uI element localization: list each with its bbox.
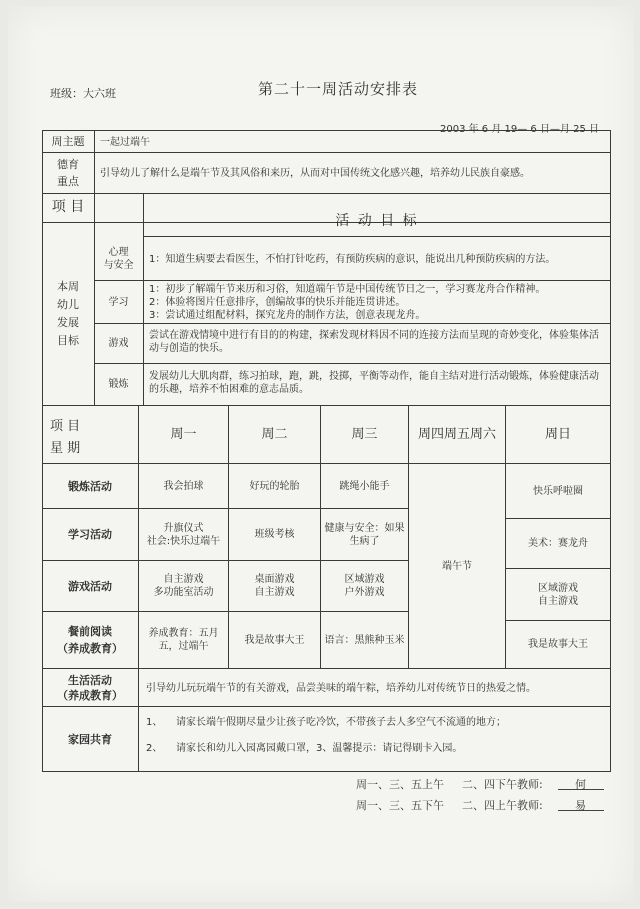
- goals-header: 活 动 目 标: [335, 213, 419, 229]
- cell-reading-wed: 语言：黑熊种玉米: [324, 634, 405, 646]
- schedule-corner-day: 星 期: [50, 441, 81, 456]
- cell-games-mon: 自主游戏 多功能室活动: [153, 574, 214, 598]
- goal-text-exercise: 发展幼儿大肌肉群，练习拍球，跑，跳，投掷，平衡等动作，能自主结对进行活动锻炼，体验健康活动的乐趣，培养不怕困难的意志品质。: [149, 371, 599, 395]
- goal-label-game: 游戏: [108, 338, 129, 349]
- goal-text-safety: 1：知道生病要去看医生，不怕打针吃药，有预防疾病的意识，能说出几种预防疾病的方法。: [149, 254, 556, 265]
- goal-label-safety: 心理 与安全: [103, 246, 134, 271]
- day-monday: 周一: [170, 427, 197, 442]
- cell-exercise-wed: 跳绳小能手: [339, 480, 390, 492]
- cell-games-tue: 桌面游戏 自主游戏: [254, 574, 295, 598]
- teacher-name-2: 易: [575, 799, 586, 812]
- cell-reading-tue: 我是故事大王: [244, 634, 305, 646]
- row-label-study: 学习活动: [68, 528, 112, 541]
- teacher-line-2-left: 周一、三、五下午: [356, 799, 444, 812]
- home-line-1-num: 1、: [146, 717, 163, 728]
- cell-exercise-mon: 我会拍球: [163, 480, 204, 492]
- life-text: 引导幼儿玩玩端午节的有关游戏，品尝美味的端午粽，培养幼儿对传统节日的热爱之情。: [146, 683, 536, 694]
- row-label-games: 游戏活动: [68, 579, 112, 593]
- home-line-1: 请家长端午假期尽量少让孩子吃冷饮，不带孩子去人多空气不流通的地方；: [176, 717, 506, 728]
- cell-games-wed: 区域游戏 户外游戏: [344, 574, 385, 598]
- class-label: 班级：大六班: [50, 87, 116, 100]
- cell-study-wed: 健康与安全：如果 生病了: [324, 522, 405, 547]
- cell-games-sun: 区域游戏 自主游戏: [538, 582, 578, 607]
- teacher-name-1: 何: [575, 778, 586, 791]
- home-line-2-num: 2、: [146, 743, 163, 754]
- cell-reading-sun: 我是故事大王: [528, 639, 588, 650]
- day-sunday: 周日: [544, 427, 571, 442]
- teacher-line-2-right: 二、四上午教师:: [462, 799, 543, 812]
- theme-label: 周主题: [51, 135, 85, 148]
- cell-study-sun: 美术：赛龙舟: [528, 538, 588, 549]
- cell-exercise-sun: 快乐呼啦圈: [533, 485, 583, 497]
- goal-label-study: 学习: [108, 296, 129, 308]
- page-title: 第二十一周活动安排表: [258, 80, 419, 98]
- teacher-line-1-right: 二、四下午教师:: [462, 778, 543, 791]
- teacher-line-1-left: 周一、三、五上午: [356, 778, 444, 791]
- schedule-corner-item: 项 目: [50, 419, 81, 434]
- day-wednesday: 周三: [351, 427, 378, 442]
- week-goals-label: 本周 幼儿 发展 目标: [57, 280, 79, 347]
- row-label-reading: 餐前阅读 （养成教育）: [57, 625, 123, 655]
- theme-value: 一起过端午: [100, 137, 150, 148]
- moral-label: 德育 重点: [57, 158, 79, 188]
- cell-study-mon: 升旗仪式 社会:快乐过端午: [146, 522, 221, 547]
- row-label-exercise: 锻炼活动: [68, 479, 112, 493]
- holiday-cell: 端午节: [442, 560, 472, 572]
- home-label: 家园共育: [68, 732, 112, 746]
- moral-text: 引导幼儿了解什么是端午节及其风俗和来历，从而对中国传统文化感兴趣，培养幼儿民族自豪感。: [100, 168, 530, 179]
- goal-label-exercise: 锻炼: [108, 379, 129, 390]
- day-thu-sat: 周四周五周六: [417, 427, 496, 442]
- cell-study-tue: 班级考核: [254, 529, 295, 540]
- item-header: 项 目: [51, 199, 85, 215]
- date-range: [440, 120, 599, 135]
- goal-text-study: 1：初步了解端午节来历和习俗，知道端午节是中国传统节日之一，学习赛龙舟合作精神。 2：体验将图片任意排序，创编故事的快乐并能连贯讲述。 3：尝试通过组配材料，探究龙舟的制作方法，创意表现龙舟。: [149, 284, 546, 321]
- cell-reading-mon: 养成教育：五月 五，过端午: [148, 628, 219, 652]
- life-label: 生活活动 （养成教育）: [57, 673, 123, 702]
- day-tuesday: 周二: [261, 427, 288, 442]
- cell-exercise-tue: 好玩的轮胎: [249, 480, 300, 492]
- goal-text-game: 尝试在游戏情境中进行有目的的构建，探索发现材料因不同的连接方法而呈现的奇妙变化，体验集体活动与创造的快乐。: [149, 330, 599, 354]
- home-line-2: 请家长和幼儿入园离园戴口罩，3、温馨提示：请记得刷卡入园。: [176, 743, 463, 754]
